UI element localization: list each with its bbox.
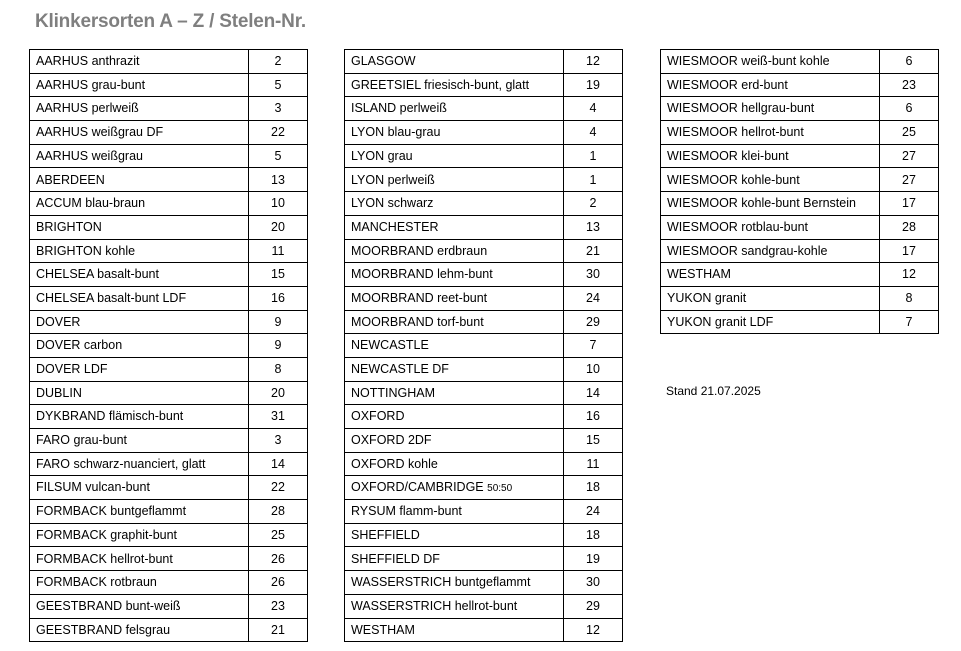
klinker-name-cell xyxy=(30,144,249,168)
table-row xyxy=(30,50,308,74)
stand-date: Stand 21.07.2025 xyxy=(666,384,761,398)
stelen-nr-cell: 17 xyxy=(880,192,939,216)
table-row xyxy=(661,192,939,216)
klinker-name: WIESMOOR klei-bunt xyxy=(667,148,789,163)
table-row xyxy=(30,310,308,334)
stelen-nr-cell: 29 xyxy=(564,310,623,334)
klinker-name-cell xyxy=(30,357,249,381)
klinker-name-cell xyxy=(345,405,564,429)
klinker-name-cell xyxy=(661,121,880,145)
klinker-name-cell xyxy=(30,168,249,192)
klinker-name-cell xyxy=(345,452,564,476)
table-row xyxy=(30,144,308,168)
klinker-name: AARHUS grau-bunt xyxy=(36,77,146,92)
stelen-nr-cell: 10 xyxy=(249,192,308,216)
klinker-name: FARO schwarz-nuanciert, glatt xyxy=(36,456,206,471)
table-row xyxy=(30,334,308,358)
table-row xyxy=(661,310,939,334)
table-row xyxy=(30,547,308,571)
klinker-name: DYKBRAND flämisch-bunt xyxy=(36,409,184,424)
klinker-name-cell xyxy=(30,381,249,405)
table-row xyxy=(345,144,623,168)
table-row xyxy=(30,405,308,429)
stelen-nr-cell: 28 xyxy=(249,500,308,524)
klinker-name: WIESMOOR kohle-bunt Bernstein xyxy=(667,196,856,211)
klinker-name: WIESMOOR rotblau-bunt xyxy=(667,219,809,234)
stelen-nr-cell: 28 xyxy=(880,215,939,239)
klinker-name: FILSUM vulcan-bunt xyxy=(36,480,150,495)
stelen-nr-cell: 17 xyxy=(880,239,939,263)
klinker-name-cell xyxy=(30,571,249,595)
table-row xyxy=(30,476,308,500)
klinker-name-suffix: 50:50 xyxy=(487,483,513,495)
klinker-name-cell xyxy=(30,547,249,571)
klinker-name: BRIGHTON kohle xyxy=(36,243,136,258)
table-row xyxy=(30,97,308,121)
klinker-name: AARHUS perlweiß xyxy=(36,101,139,116)
klinker-name-cell xyxy=(345,121,564,145)
table-row xyxy=(345,192,623,216)
stelen-nr-cell: 20 xyxy=(249,381,308,405)
klinker-name: LYON blau-grau xyxy=(351,125,441,140)
klinker-name: NOTTINGHAM xyxy=(351,385,436,400)
klinker-name-cell xyxy=(345,571,564,595)
klinker-name: FORMBACK rotbraun xyxy=(36,575,157,590)
table-row xyxy=(30,192,308,216)
table-row xyxy=(345,405,623,429)
stelen-nr-cell: 12 xyxy=(880,263,939,287)
stelen-nr-cell: 22 xyxy=(249,476,308,500)
stelen-nr-cell: 2 xyxy=(564,192,623,216)
stelen-nr-cell: 19 xyxy=(564,73,623,97)
stelen-nr-cell: 9 xyxy=(249,334,308,358)
klinker-name: LYON schwarz xyxy=(351,196,434,211)
stelen-nr-cell: 7 xyxy=(564,334,623,358)
stelen-nr-cell: 2 xyxy=(249,50,308,74)
table-row xyxy=(345,452,623,476)
stelen-nr-cell: 15 xyxy=(249,263,308,287)
stelen-nr-cell: 24 xyxy=(564,286,623,310)
stelen-nr-cell: 15 xyxy=(564,429,623,453)
klinker-name-cell xyxy=(30,429,249,453)
table-row xyxy=(345,215,623,239)
klinker-name: WASSERSTRICH buntgeflammt xyxy=(351,575,531,590)
table-row xyxy=(30,215,308,239)
klinker-name: AARHUS anthrazit xyxy=(36,54,140,69)
table-row xyxy=(30,594,308,618)
stelen-nr-cell: 22 xyxy=(249,121,308,145)
table-row xyxy=(345,239,623,263)
klinker-name: WIESMOOR erd-bunt xyxy=(667,77,788,92)
table-row xyxy=(30,357,308,381)
stelen-nr-cell: 31 xyxy=(249,405,308,429)
klinker-name-cell xyxy=(30,50,249,74)
klinker-name: WIESMOOR kohle-bunt xyxy=(667,172,800,187)
stelen-nr-cell: 1 xyxy=(564,168,623,192)
klinker-name-cell xyxy=(345,357,564,381)
klinker-name: WASSERSTRICH hellrot-bunt xyxy=(351,598,518,613)
klinker-name: WIESMOOR hellrot-bunt xyxy=(667,125,804,140)
klinker-table-2 xyxy=(344,49,623,642)
stelen-nr-cell: 11 xyxy=(564,452,623,476)
klinker-name-cell xyxy=(661,168,880,192)
klinker-name: WESTHAM xyxy=(351,622,415,637)
stelen-nr-cell: 16 xyxy=(564,405,623,429)
klinker-name-cell xyxy=(30,523,249,547)
stelen-nr-cell: 26 xyxy=(249,571,308,595)
table-row xyxy=(345,476,623,500)
table-row xyxy=(345,547,623,571)
table-row xyxy=(30,73,308,97)
stelen-nr-cell: 25 xyxy=(880,121,939,145)
table-row xyxy=(661,73,939,97)
klinker-name: WESTHAM xyxy=(667,267,731,282)
klinker-name: ACCUM blau-braun xyxy=(36,196,146,211)
stelen-nr-cell: 23 xyxy=(249,594,308,618)
klinker-name-cell xyxy=(30,121,249,145)
stelen-nr-cell: 13 xyxy=(564,215,623,239)
table-row xyxy=(30,381,308,405)
klinker-name: MOORBRAND torf-bunt xyxy=(351,314,484,329)
klinker-name: LYON perlweiß xyxy=(351,172,435,187)
klinker-name: GREETSIEL friesisch-bunt, glatt xyxy=(351,77,530,92)
table-row xyxy=(345,381,623,405)
table-row xyxy=(661,97,939,121)
table-row xyxy=(30,121,308,145)
stelen-nr-cell: 14 xyxy=(564,381,623,405)
klinker-name: FORMBACK buntgeflammt xyxy=(36,504,187,519)
table-row xyxy=(345,429,623,453)
klinker-name-cell xyxy=(30,618,249,642)
klinker-name-cell xyxy=(30,263,249,287)
klinker-name-cell xyxy=(345,97,564,121)
klinker-name: MOORBRAND erdbraun xyxy=(351,243,488,258)
klinker-name-cell xyxy=(345,594,564,618)
klinker-name-cell xyxy=(30,215,249,239)
klinker-name-cell xyxy=(661,73,880,97)
table-row xyxy=(345,618,623,642)
klinker-table-1 xyxy=(29,49,308,642)
klinker-name: AARHUS weißgrau DF xyxy=(36,125,164,140)
table-row xyxy=(345,500,623,524)
klinker-name-cell xyxy=(661,239,880,263)
table-row xyxy=(661,263,939,287)
klinker-name: NEWCASTLE xyxy=(351,338,429,353)
klinker-name-cell xyxy=(30,73,249,97)
klinker-name-cell xyxy=(661,50,880,74)
stelen-nr-cell: 26 xyxy=(249,547,308,571)
table-row xyxy=(661,168,939,192)
klinker-name: DOVER LDF xyxy=(36,362,108,377)
klinker-name-cell xyxy=(345,263,564,287)
klinker-name: DOVER xyxy=(36,314,81,329)
stelen-nr-cell: 12 xyxy=(564,618,623,642)
table-row xyxy=(661,239,939,263)
table-row xyxy=(30,571,308,595)
klinker-name-cell xyxy=(30,192,249,216)
klinker-name: WIESMOOR sandgrau-kohle xyxy=(667,243,828,258)
klinker-name: FORMBACK graphit-bunt xyxy=(36,527,178,542)
stelen-nr-cell: 6 xyxy=(880,97,939,121)
klinker-name-cell xyxy=(661,310,880,334)
klinker-name: OXFORD kohle xyxy=(351,456,438,471)
klinker-name-cell xyxy=(345,547,564,571)
table-row xyxy=(345,263,623,287)
table-row xyxy=(30,618,308,642)
klinker-name-cell xyxy=(30,334,249,358)
stelen-nr-cell: 16 xyxy=(249,286,308,310)
klinker-name-cell xyxy=(345,50,564,74)
klinker-name-cell xyxy=(345,476,564,500)
klinker-name-cell xyxy=(345,381,564,405)
table-row xyxy=(30,452,308,476)
klinker-name: CHELSEA basalt-bunt xyxy=(36,267,159,282)
klinker-name: GEESTBRAND felsgrau xyxy=(36,622,171,637)
klinker-name: MANCHESTER xyxy=(351,219,439,234)
klinker-name: WIESMOOR weiß-bunt kohle xyxy=(667,54,830,69)
table-row xyxy=(30,168,308,192)
klinker-name: AARHUS weißgrau xyxy=(36,148,143,163)
table-row xyxy=(661,121,939,145)
klinker-name-cell xyxy=(345,334,564,358)
klinker-name-cell xyxy=(345,215,564,239)
table-row xyxy=(661,215,939,239)
stelen-nr-cell: 27 xyxy=(880,144,939,168)
klinker-name-cell xyxy=(345,500,564,524)
stelen-nr-cell: 3 xyxy=(249,429,308,453)
klinker-name: YUKON granit xyxy=(667,290,747,305)
klinker-name-cell xyxy=(30,476,249,500)
table-row xyxy=(30,500,308,524)
table-row xyxy=(30,263,308,287)
klinker-name-cell xyxy=(345,310,564,334)
klinker-name: FORMBACK hellrot-bunt xyxy=(36,551,173,566)
table-row xyxy=(30,429,308,453)
table-row xyxy=(345,594,623,618)
page-title: Klinkersorten A – Z / Stelen-Nr. xyxy=(35,11,306,32)
table-row xyxy=(345,523,623,547)
table-row xyxy=(30,286,308,310)
stelen-nr-cell: 7 xyxy=(880,310,939,334)
klinker-name: NEWCASTLE DF xyxy=(351,362,449,377)
table-row xyxy=(345,50,623,74)
stelen-nr-cell: 27 xyxy=(880,168,939,192)
klinker-name: OXFORD xyxy=(351,409,405,424)
klinker-name-cell xyxy=(345,144,564,168)
stelen-nr-cell: 24 xyxy=(564,500,623,524)
klinker-name-cell xyxy=(30,310,249,334)
klinker-name-cell xyxy=(30,97,249,121)
table-row xyxy=(345,334,623,358)
table-row xyxy=(345,121,623,145)
klinker-name-cell xyxy=(661,144,880,168)
klinker-name-cell xyxy=(345,239,564,263)
table-row xyxy=(345,73,623,97)
klinker-name-cell xyxy=(30,452,249,476)
klinker-name: BRIGHTON xyxy=(36,219,102,234)
table-row xyxy=(661,286,939,310)
stelen-nr-cell: 18 xyxy=(564,523,623,547)
stelen-nr-cell: 20 xyxy=(249,215,308,239)
stelen-nr-cell: 10 xyxy=(564,357,623,381)
klinker-name-cell xyxy=(661,97,880,121)
stelen-nr-cell: 3 xyxy=(249,97,308,121)
table-row xyxy=(30,523,308,547)
klinker-name: OXFORD/CAMBRIDGE xyxy=(351,480,484,495)
stelen-nr-cell: 23 xyxy=(880,73,939,97)
klinker-name-cell xyxy=(30,500,249,524)
stelen-nr-cell: 6 xyxy=(880,50,939,74)
klinker-name: MOORBRAND lehm-bunt xyxy=(351,267,493,282)
stelen-nr-cell: 21 xyxy=(249,618,308,642)
klinker-name-cell xyxy=(345,429,564,453)
klinker-name: LYON grau xyxy=(351,148,413,163)
klinker-name-cell xyxy=(661,263,880,287)
klinker-name: GEESTBRAND bunt-weiß xyxy=(36,598,181,613)
stelen-nr-cell: 11 xyxy=(249,239,308,263)
stelen-nr-cell: 12 xyxy=(564,50,623,74)
klinker-name-cell xyxy=(345,523,564,547)
stelen-nr-cell: 29 xyxy=(564,594,623,618)
klinker-name: MOORBRAND reet-bunt xyxy=(351,290,488,305)
stelen-nr-cell: 21 xyxy=(564,239,623,263)
klinker-name-cell xyxy=(345,192,564,216)
klinker-table-3 xyxy=(660,49,939,334)
klinker-name-cell xyxy=(30,405,249,429)
stelen-nr-cell: 5 xyxy=(249,144,308,168)
klinker-name: DOVER carbon xyxy=(36,338,123,353)
stelen-nr-cell: 25 xyxy=(249,523,308,547)
table-row xyxy=(345,571,623,595)
klinker-name: CHELSEA basalt-bunt LDF xyxy=(36,290,187,305)
klinker-name: OXFORD 2DF xyxy=(351,433,432,448)
table-row xyxy=(30,239,308,263)
klinker-name-cell xyxy=(661,286,880,310)
table-row xyxy=(345,97,623,121)
klinker-name: SHEFFIELD DF xyxy=(351,551,440,566)
klinker-name-cell xyxy=(661,215,880,239)
klinker-name-cell xyxy=(30,239,249,263)
klinker-name-cell xyxy=(30,594,249,618)
stelen-nr-cell: 30 xyxy=(564,263,623,287)
stelen-nr-cell: 9 xyxy=(249,310,308,334)
stelen-nr-cell: 8 xyxy=(880,286,939,310)
klinker-name-cell xyxy=(345,618,564,642)
klinker-name: ABERDEEN xyxy=(36,172,105,187)
klinker-name: YUKON granit LDF xyxy=(667,314,774,329)
stelen-nr-cell: 13 xyxy=(249,168,308,192)
table-row xyxy=(661,144,939,168)
table-row xyxy=(661,50,939,74)
stelen-nr-cell: 4 xyxy=(564,97,623,121)
table-row xyxy=(345,286,623,310)
klinker-name-cell xyxy=(345,73,564,97)
stelen-nr-cell: 8 xyxy=(249,357,308,381)
table-row xyxy=(345,357,623,381)
stelen-nr-cell: 14 xyxy=(249,452,308,476)
klinker-name: FARO grau-bunt xyxy=(36,433,128,448)
table-row xyxy=(345,310,623,334)
klinker-name-cell xyxy=(661,192,880,216)
klinker-name: SHEFFIELD xyxy=(351,527,420,542)
klinker-name: ISLAND perlweiß xyxy=(351,101,447,116)
klinker-name-cell xyxy=(345,286,564,310)
klinker-name: RYSUM flamm-bunt xyxy=(351,504,462,519)
klinker-name-cell xyxy=(345,168,564,192)
stelen-nr-cell: 5 xyxy=(249,73,308,97)
table-row xyxy=(345,168,623,192)
stelen-nr-cell: 1 xyxy=(564,144,623,168)
klinker-name: WIESMOOR hellgrau-bunt xyxy=(667,101,815,116)
klinker-name: DUBLIN xyxy=(36,385,82,400)
klinker-name-cell xyxy=(30,286,249,310)
stelen-nr-cell: 4 xyxy=(564,121,623,145)
stelen-nr-cell: 18 xyxy=(564,476,623,500)
stelen-nr-cell: 19 xyxy=(564,547,623,571)
klinker-name: GLASGOW xyxy=(351,54,416,69)
stelen-nr-cell: 30 xyxy=(564,571,623,595)
